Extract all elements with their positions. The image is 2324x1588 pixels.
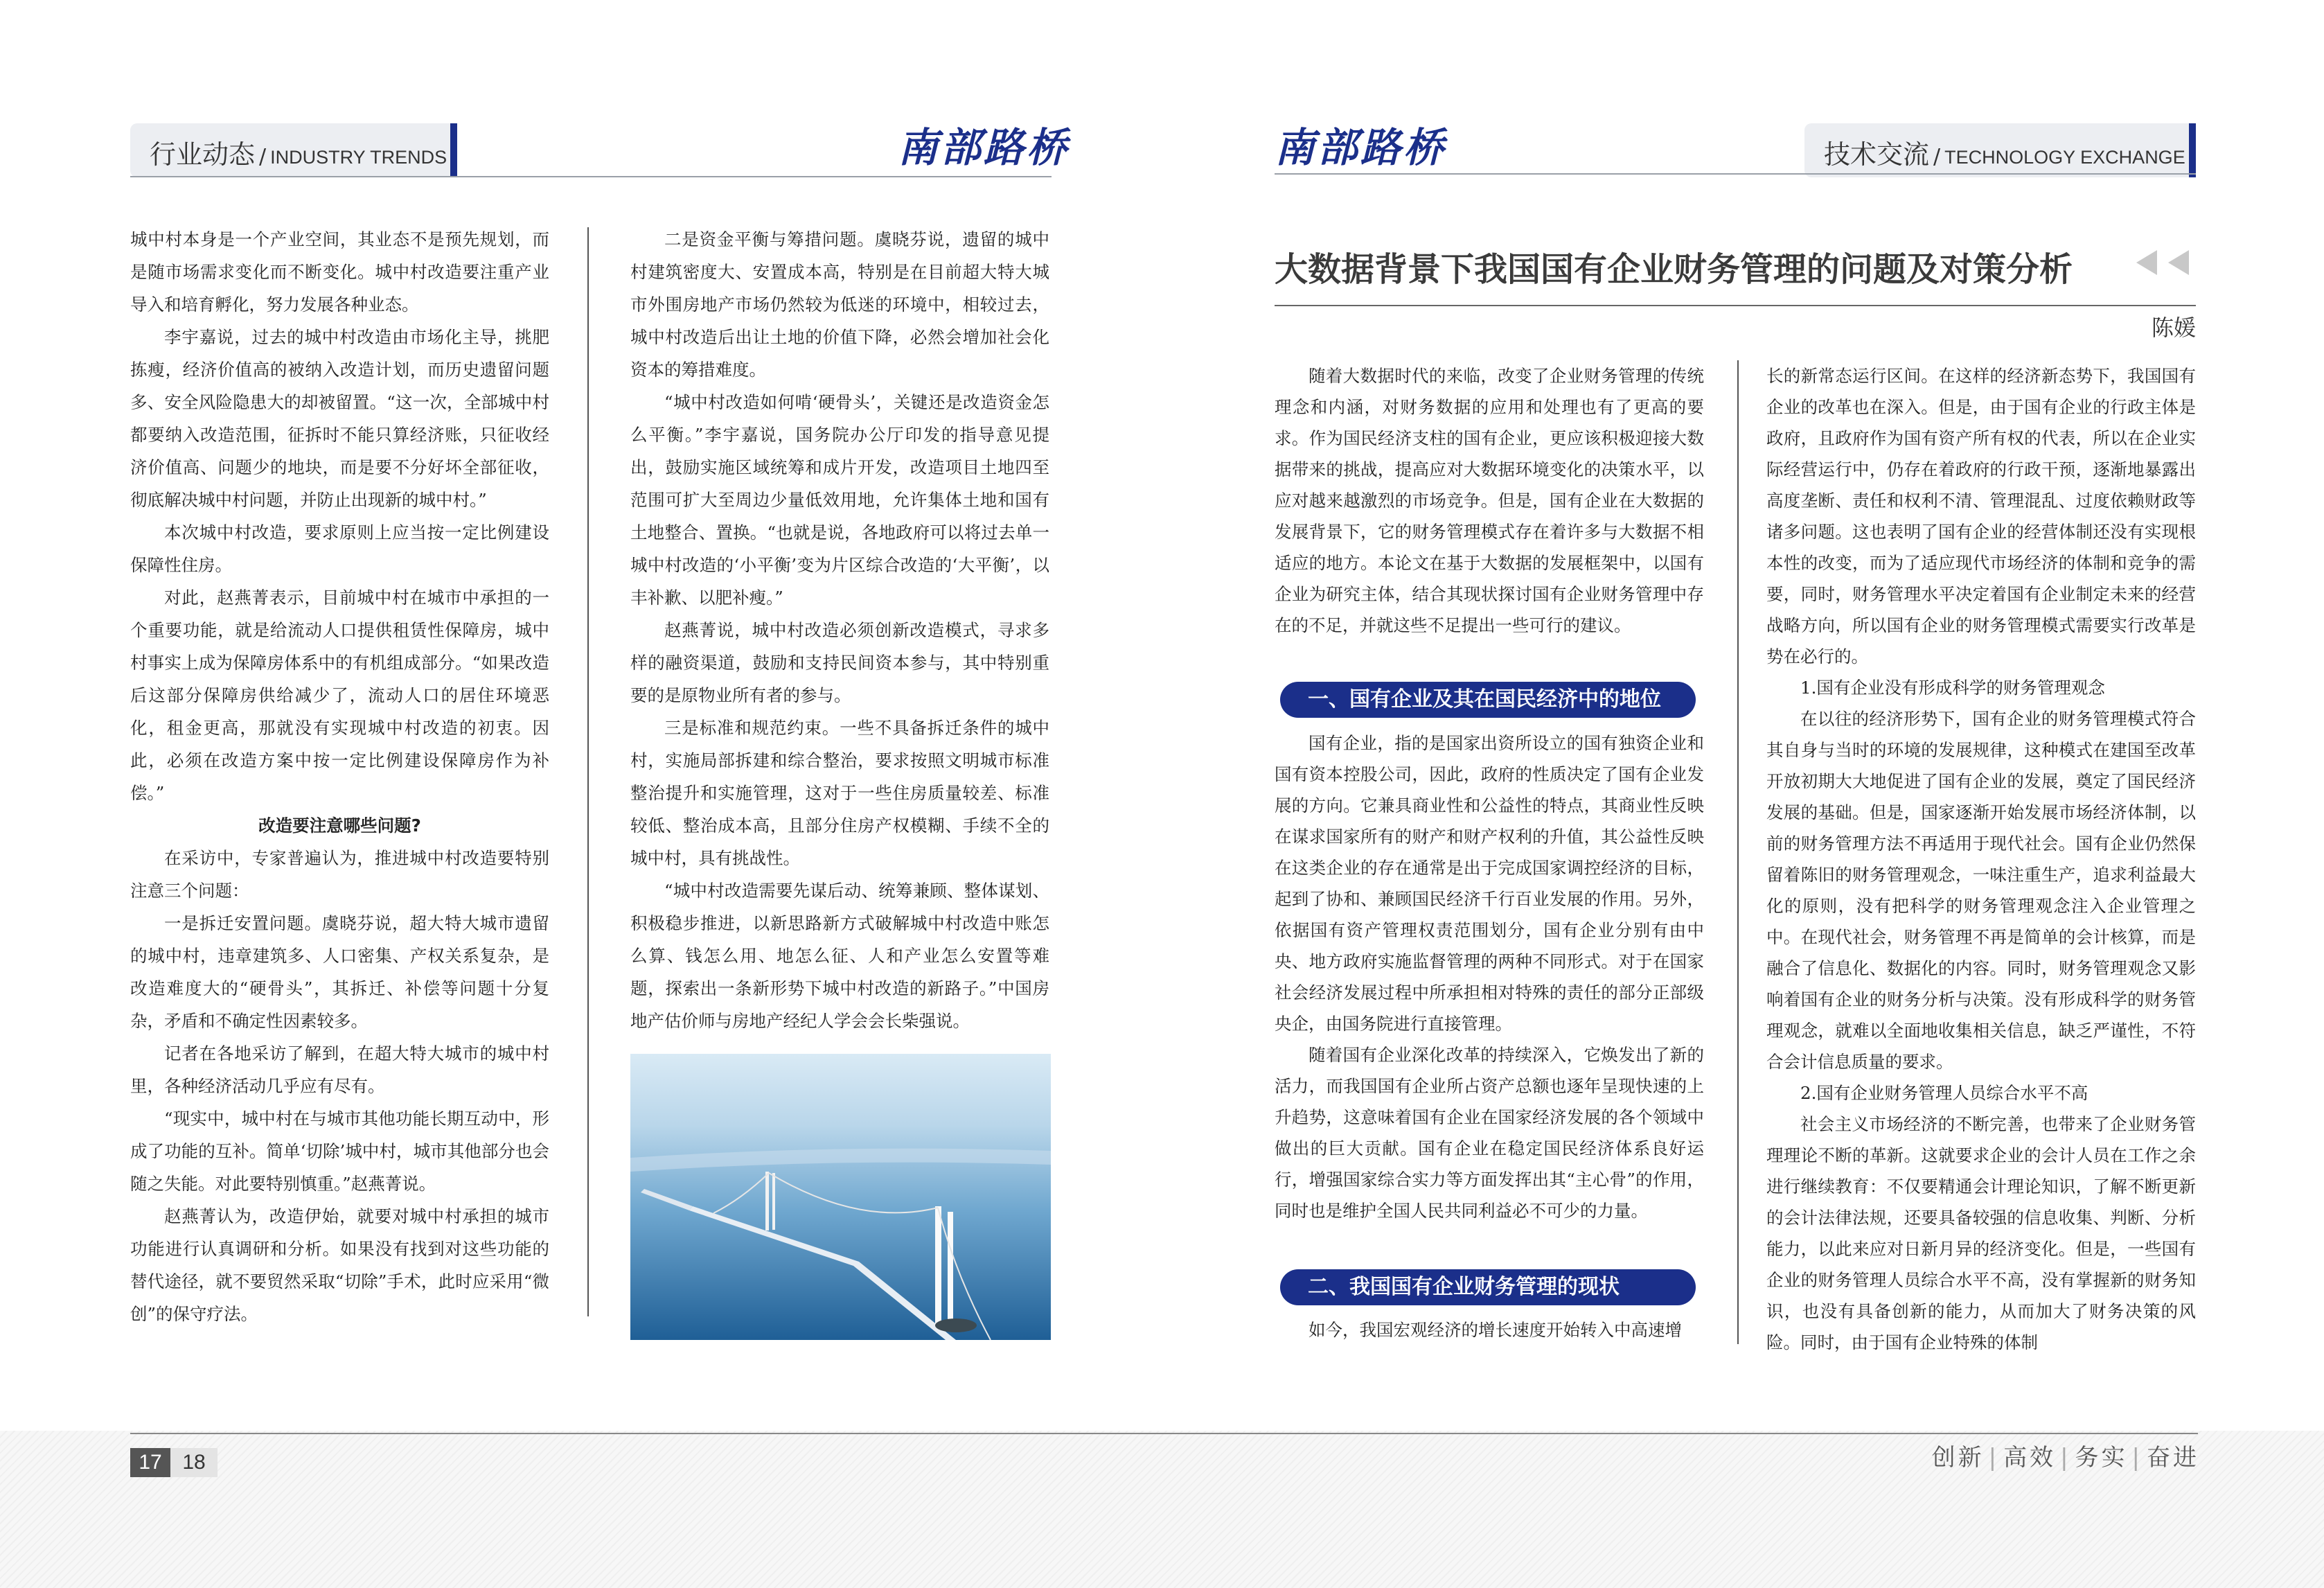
header-rule-right <box>1275 173 2196 175</box>
title-arrow-icon <box>2134 247 2196 281</box>
header-rule-left <box>130 176 1052 177</box>
page-number-left: 17 <box>130 1448 170 1477</box>
footer-rule <box>130 1433 2198 1434</box>
section-tab-technology-exchange: 技术交流 / TECHNOLOGY EXCHANGE <box>1804 123 2196 177</box>
paragraph: 城中村本身是一个产业空间，其业态不是预先规划，而是随市场需求变化而不断变化。城中村改造要注重产业导入和培育孵化，努力发展各种业态。 <box>130 229 549 315</box>
brand-logo: 南部路桥 <box>1275 124 1447 171</box>
author-name: 陈媛 <box>2151 315 2196 341</box>
paragraph: “现实中，城中村在与城市其他功能长期互动中，形成了功能的互补。简单‘切除’城中村，城市其他部分也会随之失能。对此要特别慎重。”赵燕菁说。 <box>130 1109 549 1194</box>
numbered-subheading: 1.国有企业没有形成科学的财务管理观念 <box>1800 678 2105 698</box>
numbered-subheading: 2.国有企业财务管理人员综合水平不高 <box>1800 1083 2088 1103</box>
paragraph: 在以往的经济形势下，国有企业的财务管理模式符合其自身与当时的环境的发展规律，这种模式在建国至改革开放初期大大地促进了国有企业的发展，奠定了国民经济发展的基础。但是，国家逐渐开始发展市场经济体制，以前的财务管理方法不再适用于现代社会。国有企业仍然保留着陈旧的财务管理观念，一味注重生产，追求利益最大化的原则，没有把科学的财务管理观念注入企业管理之中。在现代社会，财务管理不再是简单的会计核算，而是融合了信息化、数据化的内容。同时，财务管理观念又影响着国有企业的财务分析与决策。没有形成科学的财务管理观念，就难以全面地收集相关信息，缺乏严谨性，不符合会计信息质量的要求。 <box>1766 709 2196 1072</box>
article-column-a-section2 <box>1275 1314 1704 1346</box>
paragraph: 长的新常态运行区间。在这样的经济新态势下，我国国有企业的改革也在深入。但是，由于国有企业的行政主体是政府，且政府作为国有资产所有权的代表，所以在企业实际经营运行中，仍存在着政府的行政干预，逐渐地暴露出高度垄断、责任和权利不清、管理混乱、过度依赖财政等诸多问题。这也表明了国有企业的经营体制还没有实现根本性的改变，而为了适应现代市场经济的体制和竞争的需要，同时，财务管理水平决定着国有企业制定未来的经营战略方向，所以国有企业的财务管理模式需要实行改革是势在必行的。 <box>1766 366 2196 667</box>
title-rule <box>1275 305 2196 306</box>
page-number-right: 18 <box>170 1448 218 1477</box>
paragraph: 国有企业，指的是国家出资所设立的国有独资企业和国有资本控股公司，因此，政府的性质决定了国有企业发展的方向。它兼具商业性和公益性的特点，其商业性反映在谋求国家所有的财产和财产权利的升值，其公益性反映在这类企业的存在通常是出于完成国家调控经济的目标，起到了协和、兼顾国民经济千行百业发展的作用。另外，依据国有资产管理权责范围划分，国有企业分别有由中央、地方政府实施监督管理的两种不同形式。对于在国家社会经济发展过程中所承担相对特殊的责任的部分正部级央企，由国务院进行直接管理。 <box>1275 733 1704 1034</box>
tab-label-en: TECHNOLOGY EXCHANGE <box>1944 147 2185 168</box>
paragraph: 对此，赵燕菁表示，目前城中村在城市中承担的一个重要功能，就是给流动人口提供租赁性保障房，城中村事实上成为保障房体系中的有机组成部分。“如果改造后这部分保障房供给减少了，流动人口的居住环境恶化，租金更高，那就没有实现城中村改造的初衷。因此，必须在改造方案中按一定比例建设保障房作为补偿。” <box>130 588 549 803</box>
article-title: 大数据背景下我国国有企业财务管理的问题及对策分析 <box>1275 250 2073 289</box>
column-divider <box>1737 360 1739 1344</box>
paragraph: 本次城中村改造，要求原则上应当按一定比例建设保障性住房。 <box>130 522 549 575</box>
paragraph: 如今，我国宏观经济的增长速度开始转入中高速增 <box>1309 1320 1682 1340</box>
section-heading-2: 二、我国国有企业财务管理的现状 <box>1280 1269 1696 1305</box>
section-tab-industry-trends: 行业动态 / INDUSTRY TRENDS <box>130 123 457 177</box>
subheading: 改造要注意哪些问题? <box>258 815 421 836</box>
article-column-1 <box>130 223 549 1330</box>
paragraph: 一是拆迁安置问题。虞晓芬说，超大特大城市遗留的城中村，违章建筑多、人口密集、产权关系复杂，是改造难度大的“硬骨头”，其拆迁、补偿等问题十分复杂，矛盾和不确定性因素较多。 <box>130 913 549 1031</box>
bridge-photo <box>630 1054 1051 1340</box>
paragraph: 赵燕菁认为，改造伊始，就要对城中村承担的城市功能进行认真调研和分析。如果没有找到对这些功能的替代途径，就不要贸然采取“切除”手术，此时应采用“微创”的保守疗法。 <box>130 1206 549 1324</box>
slogan-word: 高效 <box>2003 1444 2057 1472</box>
brand-logo: 南部路桥 <box>898 124 1070 171</box>
article-column-b <box>1766 360 2196 1358</box>
paragraph: 李宇嘉说，过去的城中村改造由市场化主导，挑肥拣瘦，经济价值高的被纳入改造计划，而历史遗留问题多、安全风险隐患大的却被留置。“这一次，全部城中村都要纳入改造范围，征拆时不能只算经济账，只征收经济价值高、问题少的地块，而是要不分好坏全部征收，彻底解决城中村问题，并防止出现新的城中村。” <box>130 327 549 510</box>
tab-label-en: INDUSTRY TRENDS <box>270 147 447 168</box>
slogan-word: 创新 <box>1931 1444 1985 1472</box>
section-heading-1: 一、国有企业及其在国民经济中的地位 <box>1280 682 1696 718</box>
tab-label-cn: 技术交流 <box>1824 139 1930 170</box>
slogan-word: 务实 <box>2075 1444 2128 1472</box>
column-divider <box>587 227 589 1316</box>
paragraph: 二是资金平衡与筹措问题。虞晓芬说，遗留的城中村建筑密度大、安置成本高，特别是在目前超大特大城市外围房地产市场仍然较为低迷的环境中，相较过去，城中村改造后出让土地的价值下降，必然会增加社会化资本的筹措难度。 <box>630 229 1049 380</box>
footer-slogan: 创新 | 高效 | 务实 | 奋进 <box>1931 1444 2199 1472</box>
paragraph: 社会主义市场经济的不断完善，也带来了企业财务管理理论不断的革新。这就要求企业的会计人员在工作之余进行继续教育：不仅要精通会计理论知识，了解不断更新的会计法律法规，还要具备较强的信息收集、判断、分析能力，以此来应对日新月异的经济变化。但是，一些国有企业的财务管理人员综合水平不高，没有掌握新的财务知识，也没有具备创新的能力，从而加大了财务决策的风险。同时，由于国有企业特殊的体制 <box>1766 1114 2196 1352</box>
article-column-2 <box>630 223 1049 1037</box>
paragraph: “城中村改造如何啃‘硬骨头’，关键还是改造资金怎么平衡。”李宇嘉说，国务院办公厅印发的指导意见提出，鼓励实施区域统筹和成片开发，改造项目土地四至范围可扩大至周边少量低效用地，允许集体土地和国有土地整合、置换。“也就是说，各地政府可以将过去单一城中村改造的‘小平衡’变为片区综合改造的‘大平衡’，以丰补歉、以肥补瘦。” <box>630 392 1049 608</box>
paragraph: 随着国有企业深化改革的持续深入，它焕发出了新的活力，而我国国有企业所占资产总额也逐年呈现快速的上升趋势，这意味着国有企业在国家经济发展的各个领域中做出的巨大贡献。国有企业在稳定国民经济体系良好运行，增强国家综合实力等方面发挥出其“主心骨”的作用，同时也是维护全国人民共同利益必不可少的力量。 <box>1275 1045 1704 1221</box>
paragraph: 在采访中，专家普遍认为，推进城中村改造要特别注意三个问题： <box>130 848 549 901</box>
slogan-word: 奋进 <box>2147 1444 2199 1472</box>
paragraph: 赵燕菁说，城中村改造必须创新改造模式，寻求多样的融资渠道，鼓励和支持民间资本参与，其中特别重要的是原物业所有者的参与。 <box>630 620 1049 705</box>
article-column-a <box>1275 360 1704 641</box>
paragraph: 随着大数据时代的来临，改变了企业财务管理的传统理念和内涵，对财务数据的应用和处理也有了更高的要求。作为国民经济支柱的国有企业，更应该积极迎接大数据带来的挑战，提高应对大数据环境变化的决策水平，以应对越来越激烈的市场竞争。但是，国有企业在大数据的发展背景下，它的财务管理模式存在着许多与大数据不相适应的地方。本论文在基于大数据的发展框架中，以国有企业为研究主体，结合其现状探讨国有企业财务管理中存在的不足，并就这些不足提出一些可行的建议。 <box>1275 366 1704 635</box>
article-column-a-section1 <box>1275 727 1704 1226</box>
paragraph: 三是标准和规范约束。一些不具备拆迁条件的城中村，实施局部拆建和综合整治，要求按照文明城市标准整治提升和实施管理，这对于一些住房质量较差、标准较低、整治成本高，且部分住房产权模糊、手续不全的城中村，具有挑战性。 <box>630 718 1049 868</box>
paragraph: “城中村改造需要先谋后动、统筹兼顾、整体谋划、积极稳步推进，以新思路新方式破解城中村改造中账怎么算、钱怎么用、地怎么征、人和产业怎么安置等难题，探索出一条新形势下城中村改造的新路子。”中国房地产估价师与房地产经纪人学会会长柴强说。 <box>630 881 1049 1031</box>
tab-label-cn: 行业动态 <box>150 139 256 170</box>
paragraph: 记者在各地采访了解到，在超大特大城市的城中村里，各种经济活动几乎应有尽有。 <box>130 1043 549 1096</box>
